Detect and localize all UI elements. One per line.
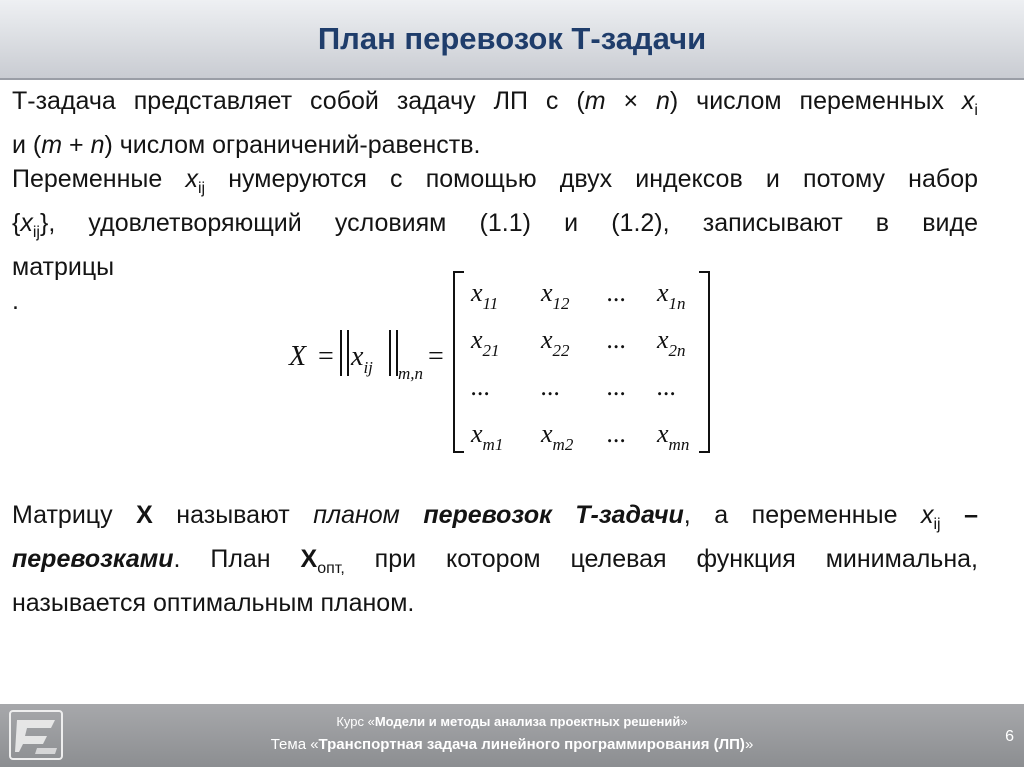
math-m: m — [41, 131, 63, 159]
text: . План — [173, 545, 301, 573]
matrix-cell — [471, 372, 491, 402]
math-x: x — [961, 87, 975, 115]
slide-title: План перевозок Т-задачи — [317, 21, 707, 56]
bold-X: X — [300, 545, 318, 573]
matrix-cell — [607, 325, 627, 355]
text: Тема « — [270, 736, 319, 753]
title-bar — [0, 0, 1024, 80]
subscript-ij: ij — [933, 516, 941, 533]
text: и ( — [12, 131, 42, 159]
matrix-cell-main: ... — [657, 372, 677, 401]
formula-x: x — [351, 341, 364, 372]
matrix-cell-main: ... — [607, 325, 627, 354]
subscript-i: i — [974, 102, 978, 119]
paragraph-3-line-3: называется оптимальным планом. — [12, 589, 415, 617]
norm-right-bars — [389, 330, 398, 376]
matrix-cell — [657, 372, 677, 402]
matrix-cell-main: ... — [607, 419, 627, 448]
matrix-cell — [541, 278, 570, 313]
matrix-cell-main: x — [541, 278, 553, 307]
matrix-cell-main: ... — [541, 372, 561, 401]
text: }, удовлетворяющий условиям (1.1) и (1.2), записывают в виде — [39, 209, 978, 237]
matrix-cell-subscript: 22 — [552, 341, 570, 360]
dash: – — [940, 501, 979, 529]
matrix-cell — [607, 419, 627, 449]
bold-italic-term: перевозок Т-задачи — [423, 501, 684, 529]
text: при котором целевая функция минимальна, — [344, 545, 978, 573]
paragraph-3-line-1 — [12, 498, 978, 542]
plus-sign: + — [62, 131, 91, 159]
formula-equals: = — [318, 341, 334, 372]
text — [400, 501, 424, 529]
matrix-cell — [657, 325, 686, 360]
norm-left-bars — [340, 330, 349, 376]
italic-plan: планом — [313, 501, 400, 529]
topic-name: Транспортная задача линейного программирования (ЛП) — [318, 736, 745, 753]
text: Переменные — [12, 165, 186, 193]
matrix-cell-subscript: 2n — [668, 341, 686, 360]
matrix-cell-main: ... — [471, 372, 491, 401]
subscript-opt: опт, — [317, 560, 345, 577]
math-x: x — [185, 165, 198, 193]
matrix-formula — [285, 268, 725, 458]
footer-topic — [0, 736, 1024, 753]
bold-italic-term: перевозками — [12, 545, 174, 573]
matrix-cell-main: ... — [607, 372, 627, 401]
matrix-cell-main: ... — [607, 278, 627, 307]
paragraph-2-dot: . — [12, 287, 19, 315]
matrix-cell-subscript: 12 — [552, 294, 570, 313]
text: называют — [152, 501, 314, 529]
matrix-left-bracket — [453, 271, 464, 453]
matrix-cell-main: x — [471, 278, 483, 307]
matrix-cell — [541, 325, 570, 360]
paragraph-3-line-2 — [12, 542, 978, 586]
matrix-cell — [471, 278, 499, 313]
paragraph-2-line-2 — [12, 206, 978, 250]
course-name: Модели и методы анализа проектных решений — [374, 714, 681, 729]
text: Матрицу — [12, 501, 137, 529]
text: { — [12, 209, 21, 237]
matrix-cell — [541, 372, 561, 402]
bold-X: X — [136, 501, 153, 529]
times-sign: × — [605, 87, 656, 115]
matrix-cell — [471, 325, 500, 360]
text: » — [680, 714, 688, 729]
matrix-cell — [657, 278, 686, 313]
matrix-cell — [541, 419, 574, 454]
matrix-cell-main: x — [471, 419, 483, 448]
matrix-cell-subscript: m2 — [552, 435, 574, 454]
formula-ij: ij — [363, 358, 373, 377]
slide-body-2 — [12, 498, 978, 620]
math-m: m — [584, 87, 606, 115]
formula-mn: m,n — [398, 364, 424, 383]
matrix-right-bracket — [699, 271, 710, 453]
matrix-cell-subscript: 1n — [668, 294, 686, 313]
math-n: n — [656, 87, 670, 115]
matrix-cell-main: x — [471, 325, 483, 354]
subscript-ij: ij — [32, 224, 40, 241]
math-n: n — [90, 131, 105, 159]
matrix-cell-subscript: 11 — [482, 294, 499, 313]
text: ) числом переменных — [669, 87, 962, 115]
footer-bar — [0, 704, 1024, 767]
formula-X: X — [289, 341, 307, 372]
matrix-cell-subscript: m1 — [482, 435, 504, 454]
footer-course — [0, 714, 1024, 729]
text: , а переменные — [683, 501, 921, 529]
matrix-cell-main: x — [541, 325, 553, 354]
text: нумеруются с помощью двух индексов и потому набор — [205, 165, 978, 193]
subscript-ij: ij — [197, 180, 206, 197]
text: Т-задача представляет собой задачу ЛП с ( — [12, 87, 585, 115]
matrix-cell-main: x — [541, 419, 553, 448]
matrix-cell — [657, 419, 690, 454]
matrix-cell — [607, 278, 627, 308]
paragraph-2-line-3: матрицы — [12, 253, 115, 281]
formula-equals-2: = — [428, 341, 444, 372]
matrix-cell-main: x — [657, 278, 669, 307]
text: Курс « — [336, 714, 375, 729]
paragraph-1-line-1 — [12, 84, 978, 128]
math-x: x — [921, 501, 934, 529]
matrix-cell-main: x — [657, 325, 669, 354]
text: ) числом ограничений-равенств. — [104, 131, 481, 159]
text: » — [744, 736, 754, 753]
formula-xij — [351, 341, 373, 377]
math-x: x — [20, 209, 33, 237]
matrix-cell-main: x — [657, 419, 669, 448]
matrix-cell — [607, 372, 627, 402]
matrix-cell-subscript: 21 — [482, 341, 500, 360]
page-number: 6 — [1005, 728, 1014, 745]
matrix-cell — [471, 419, 504, 454]
paragraph-1-line-2 — [12, 128, 978, 162]
matrix-cell-subscript: mn — [668, 435, 690, 454]
paragraph-2-line-1 — [12, 162, 978, 206]
